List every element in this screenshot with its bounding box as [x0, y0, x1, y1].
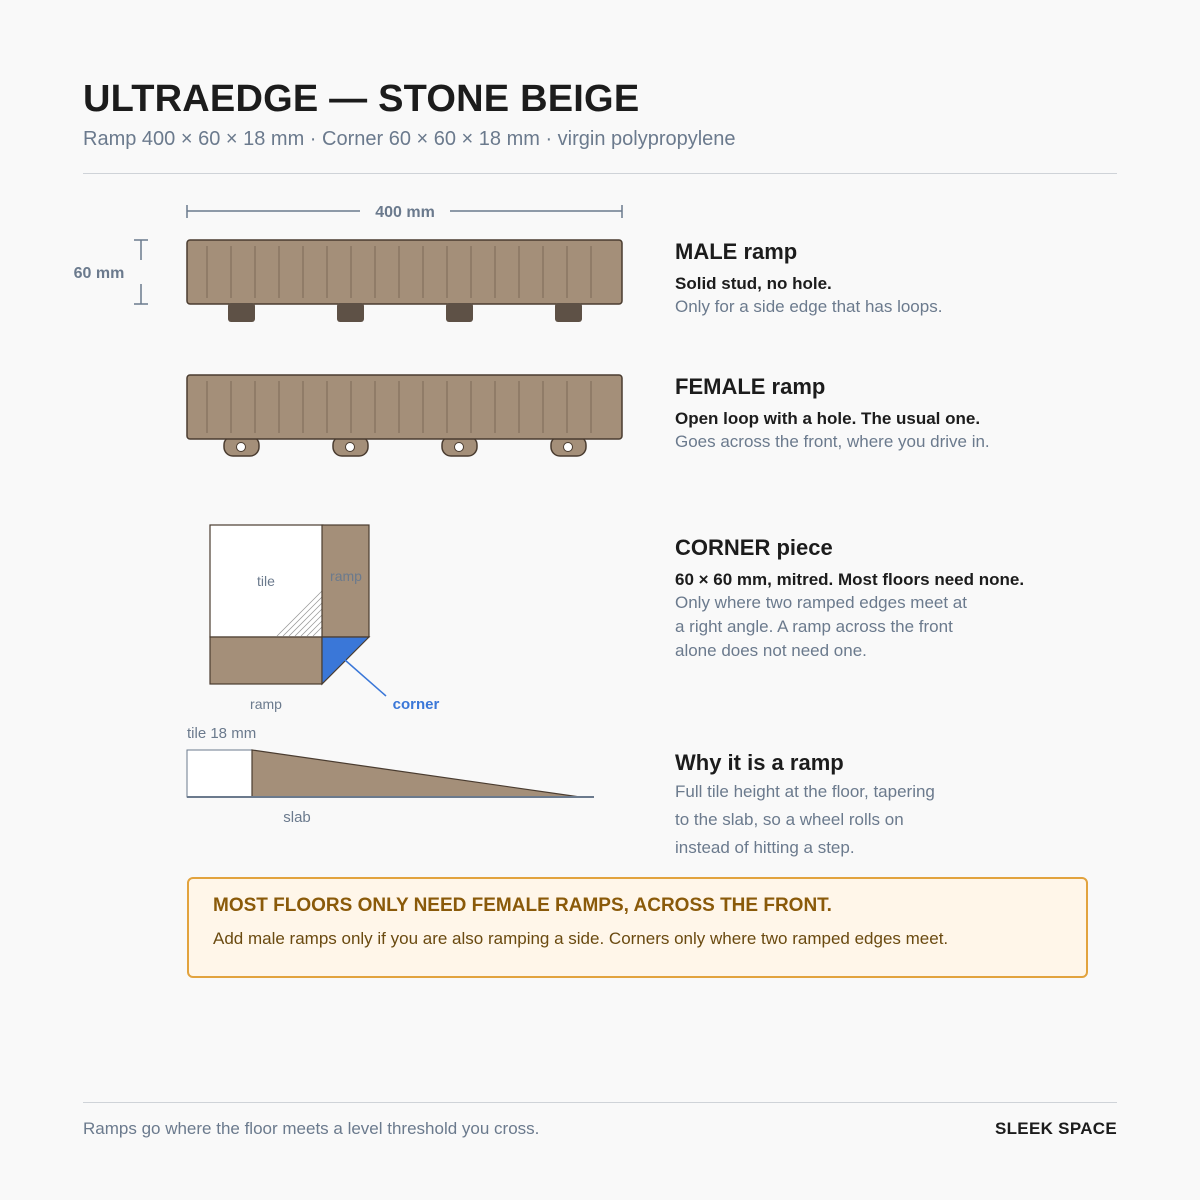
- male-ramp-diagram: [187, 240, 622, 322]
- corner-desc-line: alone does not need one.: [675, 641, 867, 660]
- callout-box: [187, 877, 1088, 978]
- male-stud: [228, 303, 255, 322]
- male-ramp-bold: Solid stud, no hole.: [675, 274, 832, 293]
- slab-label: slab: [283, 809, 311, 826]
- height-dimension: [134, 240, 148, 304]
- height-dimension-label: 60 mm: [73, 265, 125, 282]
- callout-heading: MOST FLOORS ONLY NEED FEMALE RAMPS, ACROSS THE FRONT.: [213, 895, 832, 916]
- female-ramp-bold: Open loop with a hole. The usual one.: [675, 409, 981, 428]
- corner-diagram: [210, 525, 386, 696]
- callout-body: Add male ramps only if you are also ramping a side. Corners only where two ramped edges meet.: [213, 929, 949, 948]
- corner-ramp-bottom-label: ramp: [250, 696, 282, 712]
- width-dimension-label: 400 mm: [375, 204, 435, 221]
- footer-note: Ramps go where the floor meets a level threshold you cross.: [83, 1119, 540, 1138]
- tile-profile: [187, 750, 252, 797]
- corner-desc-line: a right angle. A ramp across the front: [675, 617, 953, 636]
- why-desc-line: Full tile height at the floor, tapering: [675, 782, 935, 801]
- corner-description: [675, 535, 1024, 663]
- why-desc-line: instead of hitting a step.: [675, 838, 855, 857]
- female-ramp-diagram: [187, 375, 622, 456]
- corner-tile-label: tile: [257, 573, 275, 589]
- male-ramp-title: MALE ramp: [675, 239, 798, 264]
- why-title: Why it is a ramp: [675, 750, 844, 775]
- female-ramp-title: FEMALE ramp: [675, 374, 826, 399]
- page-subtitle: Ramp 400 × 60 × 18 mm · Corner 60 × 60 × 18 mm · virgin polypropylene: [83, 128, 736, 150]
- brand-name: SLEEK SPACE: [994, 1119, 1117, 1138]
- corner-title: CORNER piece: [675, 535, 833, 560]
- why-desc-line: to the slab, so a wheel rolls on: [675, 810, 904, 829]
- corner-desc-line: Only where two ramped edges meet at: [675, 593, 967, 612]
- female-ramp-desc: Goes across the front, where you drive in.: [675, 432, 990, 451]
- ramp-profile-diagram: [187, 750, 594, 797]
- footer-divider: [83, 1102, 1117, 1103]
- ramp-profile: [252, 750, 580, 797]
- why-description: [675, 750, 935, 860]
- corner-leader-line: [345, 660, 386, 696]
- male-stud: [555, 303, 582, 322]
- page-title: ULTRAEDGE — STONE BEIGE: [83, 78, 640, 120]
- male-stud: [446, 303, 473, 322]
- ramp-bottom-piece: [210, 637, 322, 684]
- corner-label: corner: [392, 696, 440, 713]
- male-ramp-description: [675, 239, 942, 319]
- female-ramp-description: [675, 374, 990, 454]
- male-ramp-desc: Only for a side edge that has loops.: [675, 297, 943, 316]
- male-stud: [337, 303, 364, 322]
- corner-ramp-right-label: ramp: [330, 568, 362, 584]
- tile-height-label: tile 18 mm: [187, 725, 257, 742]
- corner-bold: 60 × 60 mm, mitred. Most floors need none.: [675, 570, 1025, 589]
